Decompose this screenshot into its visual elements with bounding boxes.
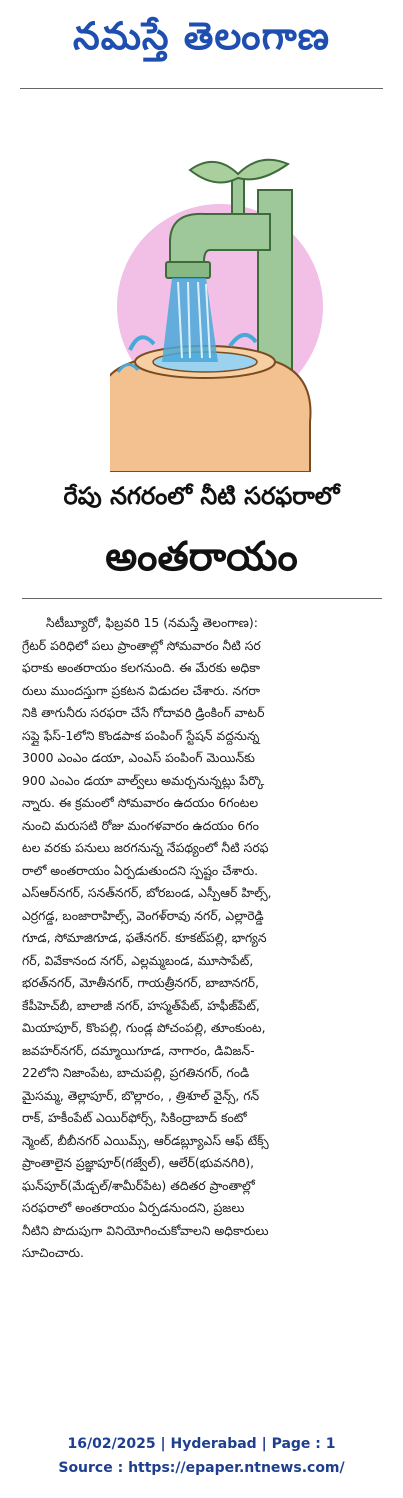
article-line: మైసమ్మ, తెల్లాపూర్, బొల్లారం, , త్రిశూల్ వైన్స్, గన్ (22, 1087, 260, 1103)
newspaper-title: నమస్తే తెలంగాణ (73, 14, 330, 58)
article-line: టల వరకు పనులు జరగనున్న నేపథ్యంలో నీటి సరఫ (22, 840, 269, 855)
article-line: గూడ, సోమాజిగూడ, ఫతేనగర్. కూకట్‌పల్లి, భాగ్యన (22, 930, 267, 945)
article-line: ఫరాకు అంతరాయం కలగనుంది. ఈ మేరకు అధికా (22, 660, 260, 675)
article-line: కేపీహెచ్‌బీ, బాలాజీ నగర్, హస్మత్‌పేట్, హఫీజ్‌పేట్, (22, 997, 260, 1013)
article-line: గ్రేటర్ పరిధిలో పలు ప్రాంతాల్లో సోమవారం నీటి సర (22, 637, 261, 653)
article-line: సరఫరాలో అంతరాయం ఏర్పడనుందని, ప్రజలు (22, 1200, 245, 1215)
article-line: జవహర్‌నగర్, దమ్మాయిగూడ, నాగారం, డివిజన్- (22, 1042, 255, 1058)
headline-line-2: అంతరాయం (105, 534, 298, 580)
footer-date-page: 16/02/2025 | Hyderabad | Page : 1 (67, 1436, 336, 1452)
article-body (22, 612, 394, 1265)
article-line: 900 ఎంఎం డయా వాల్వ్‌లు అమర్చనున్నట్లు పేర్కొ (22, 772, 265, 788)
masthead (0, 0, 403, 82)
headline-divider (22, 598, 382, 599)
article-line: నుంచి మరుసటి రోజు మంగళవారం ఉదయం 6గం (22, 817, 259, 833)
water-tap-illustration (110, 122, 324, 472)
article-line: నీటిని పొదుపుగా వినియోగించుకోవాలని అధికారులు (22, 1222, 269, 1238)
article-line: రులు ముందస్తుగా ప్రకటన విడుదల చేశారు. నగరా (22, 682, 261, 698)
tap-handle-icon (190, 160, 288, 183)
article-line: ఎస్‌ఆర్‌నగర్, సనత్‌నగర్, బోరబండ, ఎస్పీఆర్ హిల్స్, (22, 885, 272, 900)
article-line: గర్, వివేకానంద నగర్, ఎల్లమ్మబండ, మూసాపేట్, (22, 952, 254, 968)
article-line: ఎర్రగడ్డ, బంజారాహిల్స్, వెంగళ్‌రావు నగర్, ఎల్లారెడ్డి (22, 907, 264, 923)
article-line: న్నారు. ఈ క్రమంలో సోమవారం ఉదయం 6గంటల (22, 795, 259, 810)
article-line: నికి తాగునీరు సరఫరా చేసే గోదావరి డ్రింకింగ్ వాటర్ (22, 705, 265, 720)
article-line: రాక్, హకీంపేట్ ఎయిర్‌ఫోర్స్, సికింద్రాబాద్ కంటో (22, 1110, 247, 1125)
article-line: సూచించారు. (22, 1245, 84, 1260)
article-line: రాలో అంతరాయం ఏర్పడుతుందని స్పష్టం చేశారు. (22, 862, 259, 878)
article-line: ఘన్‌పూర్(మేడ్చల్/శామీర్‌పేట) తదితర ప్రాంతాల్లో (22, 1177, 255, 1193)
footer-source: Source : https://epaper.ntnews.com/ (58, 1460, 345, 1476)
article-line: 22లోని నిజాంపేట, బాచుపల్లి, ప్రగతినగర్, గండి (22, 1065, 250, 1080)
article-line: మియాపూర్, కొంపల్లి, గుండ్ల పోచంపల్లి, తూంకుంట, (22, 1020, 266, 1035)
article-line: భరత్‌నగర్, మోతీనగర్, గాయత్రీనగర్, బాబానగర్, (22, 975, 259, 990)
article-line: ప్రాంతాలైన ప్రజ్ఞాపూర్(గజ్వేల్), ఆలేర్(భువనగిరి), (22, 1155, 255, 1170)
headline-line-1: రేపు నగరంలో నీటి సరఫరాలో (63, 482, 340, 510)
article-line: 3000 ఎంఎం డయా, ఎంఎస్ పంపింగ్ మెయిన్‌కు (22, 750, 255, 765)
article-line: సప్లై ఫేస్-1లోని కొండపాక పంపింగ్ స్టేషన్ వద్దనున్న (22, 727, 260, 743)
article-line: సిటీబ్యూరో, ఫిబ్రవరి 15 (నమస్తే తెలంగాణ): (46, 615, 258, 630)
article-line: న్మెంట్, బీబీనగర్ ఎయిమ్స్, ఆర్‌డబ్ల్యూఎస్ ఆఫ్ టేక్స్ (22, 1132, 269, 1148)
top-divider (20, 88, 383, 89)
